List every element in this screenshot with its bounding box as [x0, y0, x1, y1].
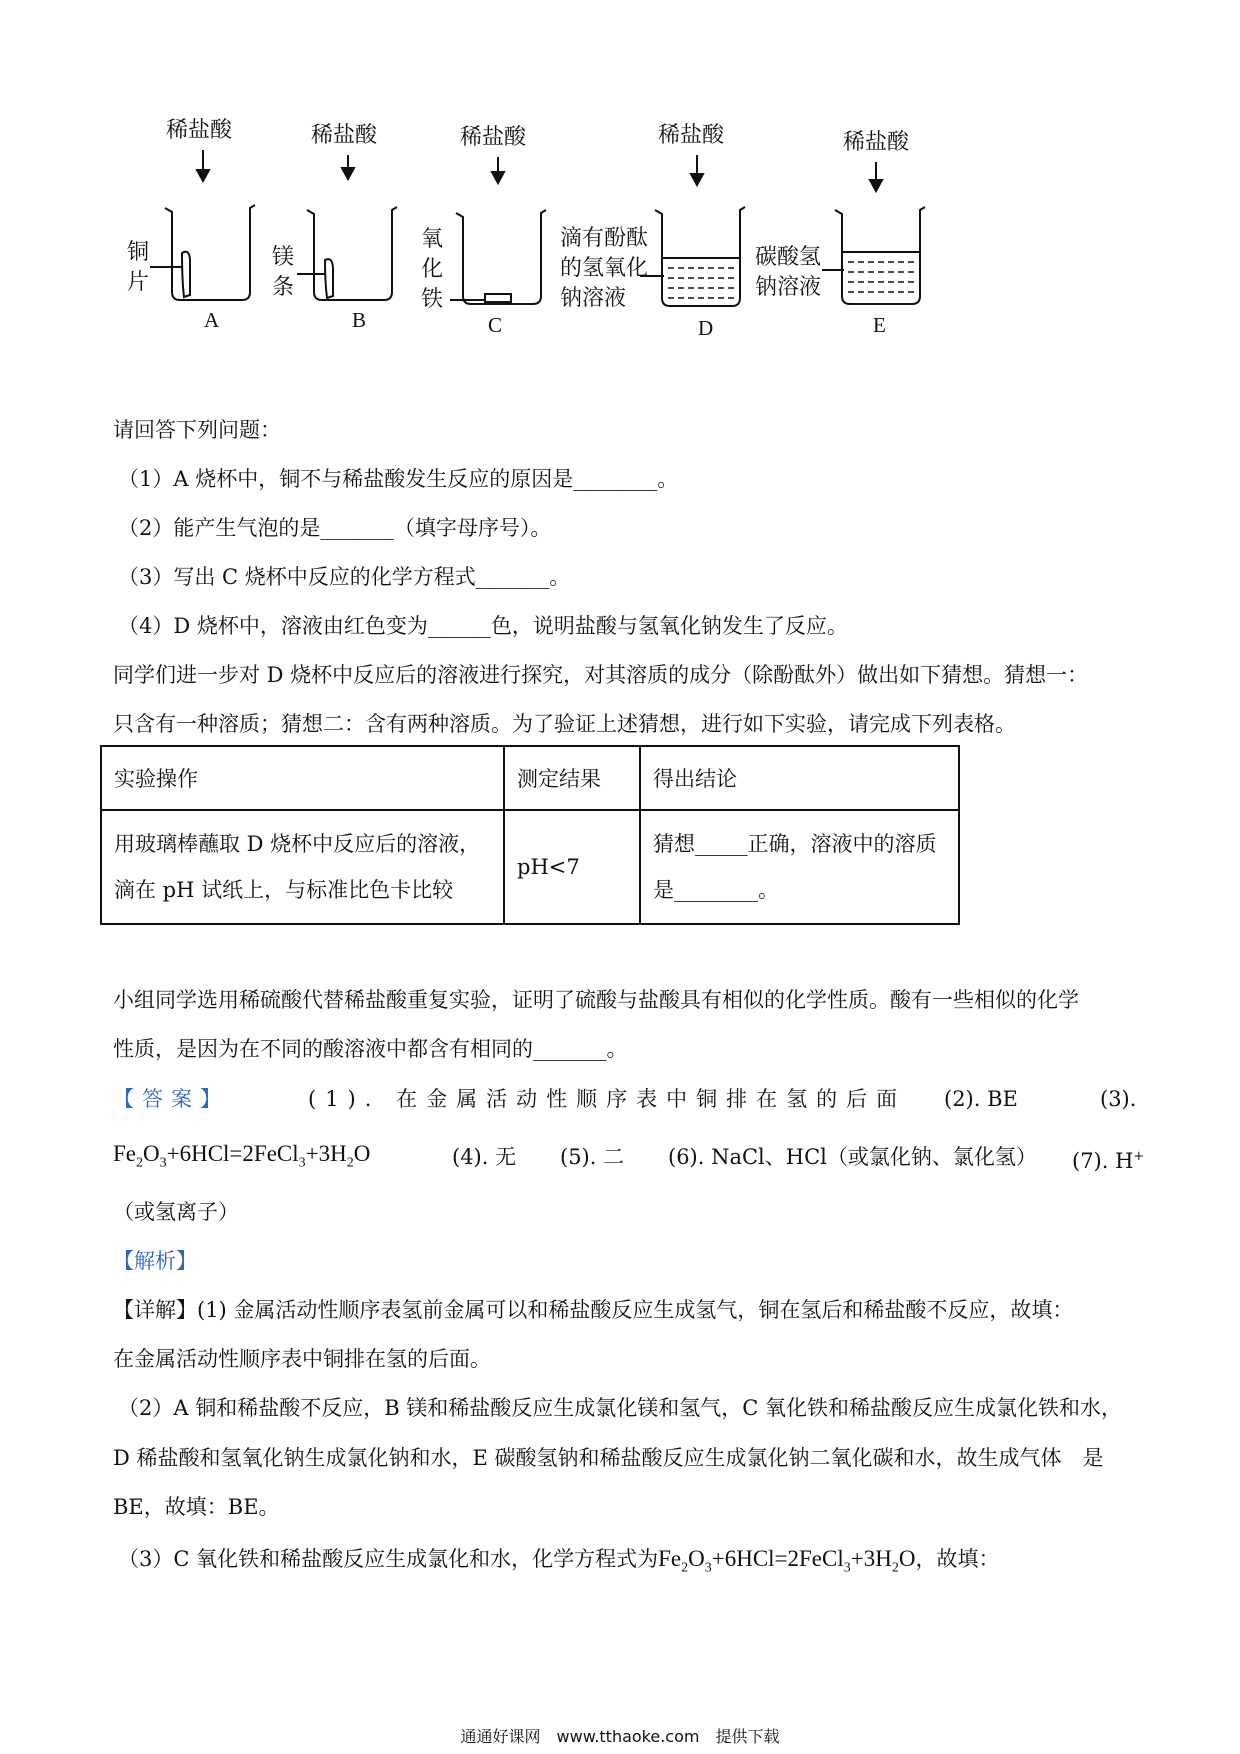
table-header-conclusion: 得出结论: [640, 746, 959, 810]
detail-line-2: 在金属活动性顺序表中铜排在氢的后面。: [113, 1347, 491, 1371]
paragraph-3: 小组同学选用稀硫酸代替稀盐酸重复实验，证明了硫酸与盐酸具有相似的化学性质。酸有一些相似的化学: [113, 988, 1079, 1012]
analysis-label: 【解析】: [113, 1249, 197, 1273]
op-line-2: 滴在 pH 试纸上，与标准比色卡比较: [114, 878, 454, 902]
conclusion-line-1: 猜想_____正确，溶液中的溶质: [653, 832, 937, 856]
detail-line-6: （3）C 氧化铁和稀盐酸反应生成氯化和水，化学方程式为$Fe_2O_3+6HCl=2FeCl_3+3H_2O$，故填：: [118, 1546, 1000, 1576]
beaker-letter-c: C: [488, 313, 503, 337]
answer-2: (2). BE: [944, 1087, 1018, 1111]
paragraph-2: 只含有一种溶质；猜想二：含有两种溶质。为了验证上述猜想，进行如下实验，请完成下列表格。: [113, 712, 1016, 736]
prompt-line: 请回答下列问题：: [113, 418, 281, 442]
table-cell-conclusion: [640, 810, 959, 924]
table-header-row: [101, 746, 959, 810]
beaker-letter-a: A: [204, 308, 220, 332]
experiment-table: [100, 745, 960, 925]
question-4: （4）D 烧杯中，溶液由红色变为______色，说明盐酸与氢氧化钠发生了反应。: [118, 614, 848, 638]
beaker-letter-e: E: [873, 313, 886, 337]
answer-7-note: （或氢离子）: [113, 1200, 239, 1224]
acid-label-a: 稀盐酸: [166, 118, 233, 143]
conclusion-line-2: 是________。: [653, 878, 779, 902]
detail-line-5: BE，故填：BE。: [113, 1495, 280, 1519]
acid-label-b: 稀盐酸: [311, 123, 378, 148]
beaker-letter-b: B: [352, 308, 367, 332]
answer-1: (1). 在金属活动性顺序表中铜排在氢的后面: [308, 1087, 907, 1111]
detail-line-4: D 稀盐酸和氢氧化钠生成氯化钠和水，E 碳酸氢钠和稀盐酸反应生成氯化钠二氧化碳和水，故生成气体 是: [113, 1446, 1104, 1470]
beaker-b-label: 镁 条: [272, 245, 295, 300]
beaker-c-label: 氧 化 铁: [421, 227, 444, 312]
beaker-letter-d: D: [698, 316, 714, 340]
answer-3-label: (3).: [1100, 1087, 1137, 1111]
detail-line-3: （2）A 铜和稀盐酸不反应，B 镁和稀盐酸反应生成氯化镁和氢气，C 氧化铁和稀盐酸反应生成氯化铁和水，: [118, 1396, 1123, 1420]
table-cell-op: [101, 810, 504, 924]
answer-label: 【答案】: [113, 1087, 229, 1111]
detail-label: 【详解】: [113, 1298, 197, 1322]
table-cell-result: pH<7: [504, 810, 640, 924]
paragraph-4: 性质，是因为在不同的酸溶液中都含有相同的_______。: [113, 1037, 628, 1061]
acid-label-d: 稀盐酸: [658, 123, 725, 148]
op-line-1: 用玻璃棒蘸取 D 烧杯中反应后的溶液，: [114, 832, 481, 856]
table-header-result: 测定结果: [504, 746, 640, 810]
beaker-d-label: 滴有酚酞 的氢氧化 钠溶液: [560, 226, 649, 311]
question-3: （3）写出 C 烧杯中反应的化学方程式_______。: [118, 565, 571, 589]
beaker-a-label: 铜 片: [127, 240, 150, 295]
paragraph-1: 同学们进一步对 D 烧杯中反应后的溶液进行探究，对其溶质的成分（除酚酞外）做出如下猜想。猜想一：: [113, 663, 1089, 687]
answer-6: (6). NaCl、HCl（或氯化钠、氯化氢）: [668, 1145, 1037, 1169]
table-row: [101, 810, 959, 924]
beaker-e-label: 碳酸氢 钠溶液: [755, 245, 822, 300]
answer-equation: $Fe_2O_3+6HCl=2FeCl_3+3H_2O$: [113, 1141, 371, 1171]
table-header-op: 实验操作: [101, 746, 504, 810]
answer-4: (4). 无: [452, 1145, 517, 1169]
answer-7: (7). H+: [1072, 1149, 1145, 1173]
detail-line-1: 【详解】(1) 金属活动性顺序表氢前金属可以和稀盐酸反应生成氢气，铜在氢后和稀盐酸不反应，故填：: [113, 1298, 1074, 1322]
page-footer: 通通好课网 www.tthaoke.com 提供下载: [460, 1727, 780, 1746]
answer-5: (5). 二: [560, 1145, 625, 1169]
acid-label-c: 稀盐酸: [460, 125, 527, 150]
question-1: （1）A 烧杯中，铜不与稀盐酸发生反应的原因是________。: [118, 467, 679, 491]
acid-label-e: 稀盐酸: [843, 130, 910, 155]
question-2: （2）能产生气泡的是_______（填字母序号）。: [118, 516, 552, 540]
